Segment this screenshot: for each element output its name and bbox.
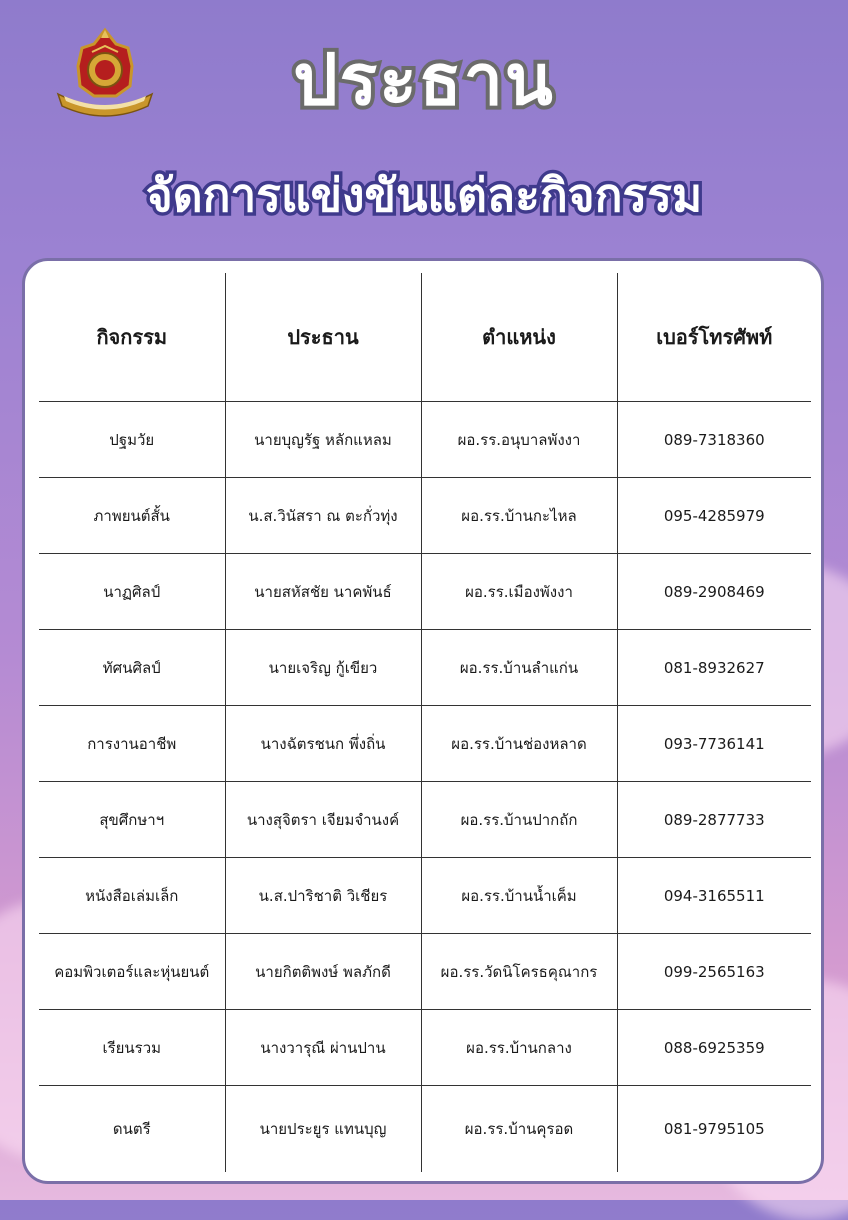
chair-cell: นายกิตติพงษ์ พลภักดี bbox=[225, 934, 421, 1010]
chair-cell: นายเจริญ กู้เขียว bbox=[225, 630, 421, 706]
chair-cell: นายบุญรัฐ หลักแหลม bbox=[225, 402, 421, 478]
chair-table bbox=[39, 273, 811, 1172]
phone-cell: 089-2908469 bbox=[617, 554, 811, 630]
column-header-position: ตำแหน่ง bbox=[421, 273, 617, 402]
table-row bbox=[39, 478, 811, 554]
position-cell: ผอ.รร.บ้านคุรอด bbox=[421, 1086, 617, 1173]
phone-cell: 094-3165511 bbox=[617, 858, 811, 934]
activity-cell: นาฏศิลป์ bbox=[39, 554, 225, 630]
activity-cell: ทัศนศิลป์ bbox=[39, 630, 225, 706]
page-subtitle: จัดการแข่งขันแต่ละกิจกรรม bbox=[145, 168, 703, 222]
chair-cell: นางวารุณี ผ่านปาน bbox=[225, 1010, 421, 1086]
activity-cell: คอมพิวเตอร์และหุ่นยนต์ bbox=[39, 934, 225, 1010]
table-row bbox=[39, 554, 811, 630]
table-header-row bbox=[39, 273, 811, 402]
position-cell: ผอ.รร.วัดนิโครธคุณากร bbox=[421, 934, 617, 1010]
phone-cell: 099-2565163 bbox=[617, 934, 811, 1010]
chair-cell: นางฉัตรชนก พึ่งถิ่น bbox=[225, 706, 421, 782]
position-cell: ผอ.รร.บ้านกะไหล bbox=[421, 478, 617, 554]
position-cell: ผอ.รร.เมืองพังงา bbox=[421, 554, 617, 630]
column-header-phone: เบอร์โทรศัพท์ bbox=[617, 273, 811, 402]
chair-cell: นายสหัสชัย นาคพันธ์ bbox=[225, 554, 421, 630]
position-cell: ผอ.รร.บ้านช่องหลาด bbox=[421, 706, 617, 782]
position-cell: ผอ.รร.บ้านลำแก่น bbox=[421, 630, 617, 706]
phone-cell: 081-8932627 bbox=[617, 630, 811, 706]
activity-cell: ปฐมวัย bbox=[39, 402, 225, 478]
position-cell: ผอ.รร.บ้านกลาง bbox=[421, 1010, 617, 1086]
position-cell: ผอ.รร.บ้านน้ำเค็ม bbox=[421, 858, 617, 934]
phone-cell: 088-6925359 bbox=[617, 1010, 811, 1086]
activity-cell: สุขศึกษาฯ bbox=[39, 782, 225, 858]
chair-cell: น.ส.วินัสรา ณ ตะกั่วทุ่ง bbox=[225, 478, 421, 554]
phone-cell: 093-7736141 bbox=[617, 706, 811, 782]
position-cell: ผอ.รร.อนุบาลพังงา bbox=[421, 402, 617, 478]
chair-cell: น.ส.ปาริชาติ วิเชียร bbox=[225, 858, 421, 934]
activity-cell: การงานอาชีพ bbox=[39, 706, 225, 782]
activity-cell: ดนตรี bbox=[39, 1086, 225, 1173]
page-title: ประธาน bbox=[293, 39, 555, 121]
table-row bbox=[39, 934, 811, 1010]
chair-cell: นายประยูร แทนบุญ bbox=[225, 1086, 421, 1173]
table-row bbox=[39, 402, 811, 478]
phone-cell: 081-9795105 bbox=[617, 1086, 811, 1173]
table-row bbox=[39, 706, 811, 782]
table-row bbox=[39, 1086, 811, 1173]
table-row bbox=[39, 782, 811, 858]
column-header-activity: กิจกรรม bbox=[96, 325, 168, 349]
activity-cell: ภาพยนต์สั้น bbox=[39, 478, 225, 554]
phone-cell: 089-2877733 bbox=[617, 782, 811, 858]
table-row bbox=[39, 858, 811, 934]
activity-cell: เรียนรวม bbox=[39, 1010, 225, 1086]
table-row bbox=[39, 630, 811, 706]
table-card bbox=[22, 258, 824, 1184]
position-cell: ผอ.รร.บ้านปากถัก bbox=[421, 782, 617, 858]
activity-cell: หนังสือเล่มเล็ก bbox=[39, 858, 225, 934]
chair-cell: นางสุจิตรา เจียมจำนงค์ bbox=[225, 782, 421, 858]
phone-cell: 089-7318360 bbox=[617, 402, 811, 478]
table-row bbox=[39, 1010, 811, 1086]
column-header-chair: ประธาน bbox=[225, 273, 421, 402]
phone-cell: 095-4285979 bbox=[617, 478, 811, 554]
